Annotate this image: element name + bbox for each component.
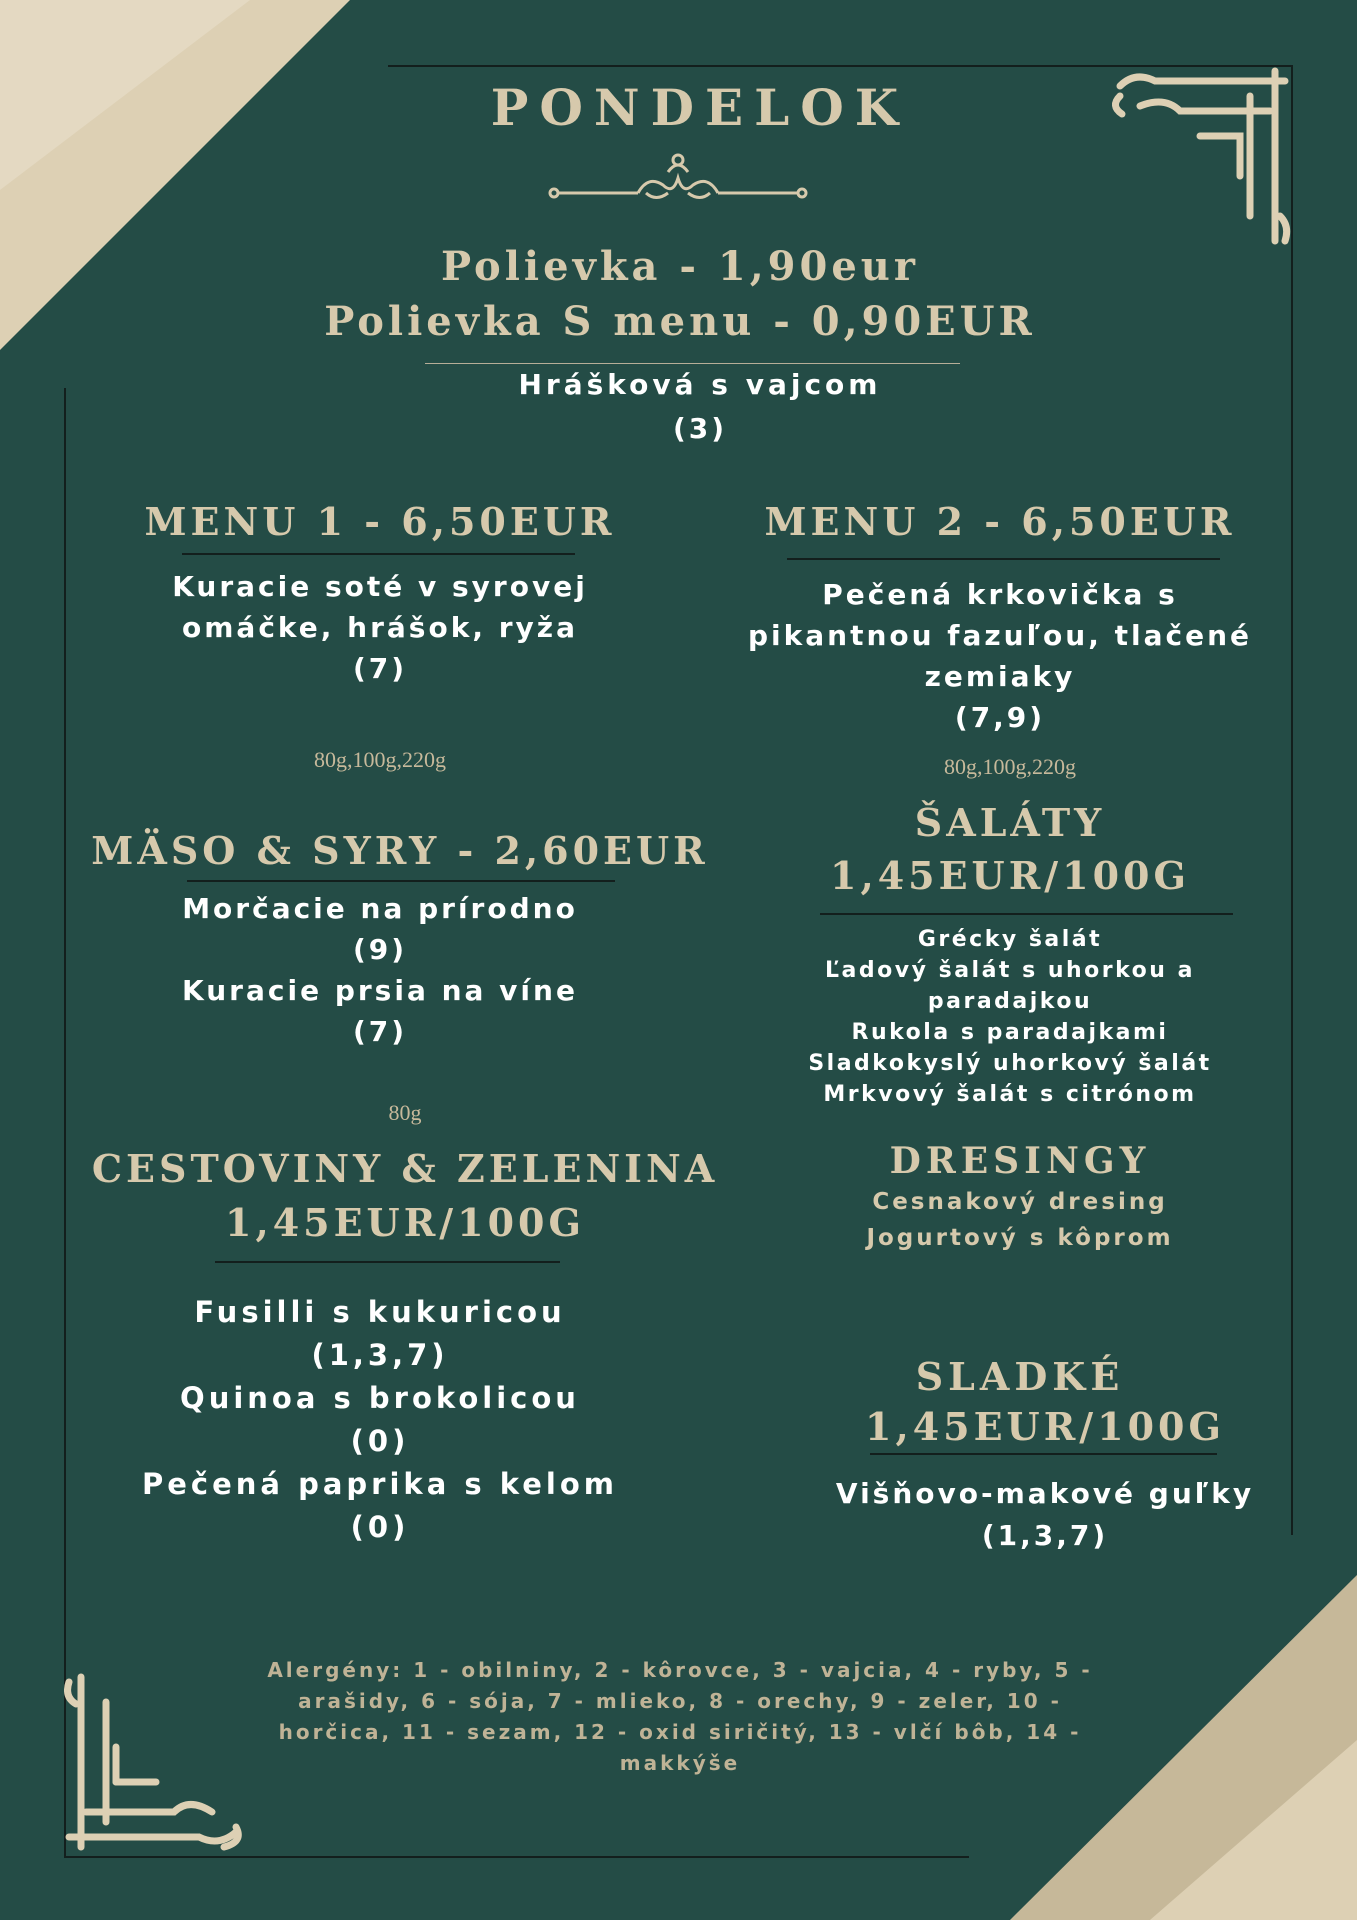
pasta-allergens: (0) [350,1510,410,1544]
salad-item: Sladkokyslý uhorkový šalát [808,1051,1212,1076]
meat-allergens: (9) [352,933,408,966]
salad-item: Rukola s paradajkami [851,1020,1169,1045]
menu1-line: Kuracie soté v syrovej [172,570,588,603]
meat-weight: 80g [388,1100,422,1125]
pasta-list [100,1291,660,1549]
menu2-line: Pečená krkovička s [822,578,1178,611]
pasta-title: CESTOVINY & ZELENINA [91,1146,719,1191]
menu1-description [100,566,660,689]
menu2-description [700,574,1300,738]
allergens-note-line: makkýše [619,1751,741,1775]
salad-item: Grécky šalát [917,927,1103,952]
allergens-note-line: arašidy, 6 - sója, 7 - mlieko, 8 - orechy, 9 - zeler, 10 - [298,1689,1062,1713]
dressings-title: DRESINGY [889,1140,1151,1182]
soup-allergens: (3) [672,412,728,445]
salad-item: paradajkou [927,989,1093,1014]
meat-allergens: (7) [352,1015,408,1048]
sweet-list [790,1473,1300,1557]
corner-ornament-top-right-icon [1110,66,1292,248]
salad-item: Mrkvový šalát s citrónom [823,1082,1197,1107]
pasta-allergens: (0) [350,1424,410,1458]
meat-underline [187,880,615,882]
frame-line-left [64,388,66,1858]
menu1-weights: 80g,100g,220g [314,747,446,772]
salads-price: 1,45EUR/100G [830,853,1190,898]
allergens-note [200,1655,1160,1779]
menu1-line: omáčke, hrášok, ryža [182,611,578,644]
menu2-underline [787,558,1220,560]
pasta-allergens: (1,3,7) [311,1338,449,1372]
dressing-item: Cesnakový dresing [872,1189,1168,1215]
sweet-underline [870,1453,1217,1455]
salads-underline [820,913,1233,915]
salad-item: Ľadový šalát s uhorkou a [825,958,1195,983]
sweet-title: SLADKÉ [915,1354,1125,1399]
meat-description [100,888,660,1052]
pasta-underline [215,1261,560,1263]
pasta-price: 1,45EUR/100G [225,1200,585,1245]
menu2-title: MENU 2 - 6,50EUR [764,499,1236,544]
sweet-allergens: (1,3,7) [981,1519,1109,1552]
menu2-line: pikantnou fazuľou, tlačené [747,619,1252,652]
frame-line-right [1291,65,1293,1535]
meat-line: Kuracie prsia na víne [182,974,578,1007]
dressings-list [770,1184,1270,1256]
frame-line-bottom [64,1856,969,1858]
allergens-note-line: Alergény: 1 - obilniny, 2 - kôrovce, 3 - vajcia, 4 - ryby, 5 - [267,1658,1093,1682]
soup-price-line-2: Polievka S menu - 0,90EUR [324,298,1036,345]
menu2-allergens: (7,9) [954,701,1046,734]
pasta-item: Fusilli s kukuricou [194,1295,566,1329]
salads-list [760,924,1260,1110]
pasta-item: Pečená paprika s kelom [142,1467,618,1501]
dressing-item: Jogurtový s kôprom [866,1225,1174,1251]
menu1-underline [182,553,575,555]
day-title: PONDELOK [490,78,910,137]
menu2-line: zemiaky [924,660,1076,693]
sweet-item: Višňovo-makové guľky [835,1477,1255,1510]
meat-title: MÄSO & SYRY - 2,60EUR [91,828,709,873]
meat-line: Morčacie na prírodno [182,892,578,925]
soup-divider [425,363,960,364]
menu2-weights: 80g,100g,220g [944,754,1076,779]
salads-title: ŠALÁTY [914,800,1106,845]
menu1-title: MENU 1 - 6,50EUR [144,499,616,544]
soup-name: Hrášková s vajcom [518,368,882,401]
allergens-note-line: horčica, 11 - sezam, 12 - oxid siričitý, 13 - vlčí bôb, 14 - [278,1720,1082,1744]
sweet-price: 1,45EUR/100G [865,1404,1225,1449]
flourish-divider-icon [548,150,808,206]
menu1-allergens: (7) [352,652,408,685]
soup-price-line-1: Polievka - 1,90eur [441,243,919,290]
pasta-item: Quinoa s brokolicou [180,1381,580,1415]
